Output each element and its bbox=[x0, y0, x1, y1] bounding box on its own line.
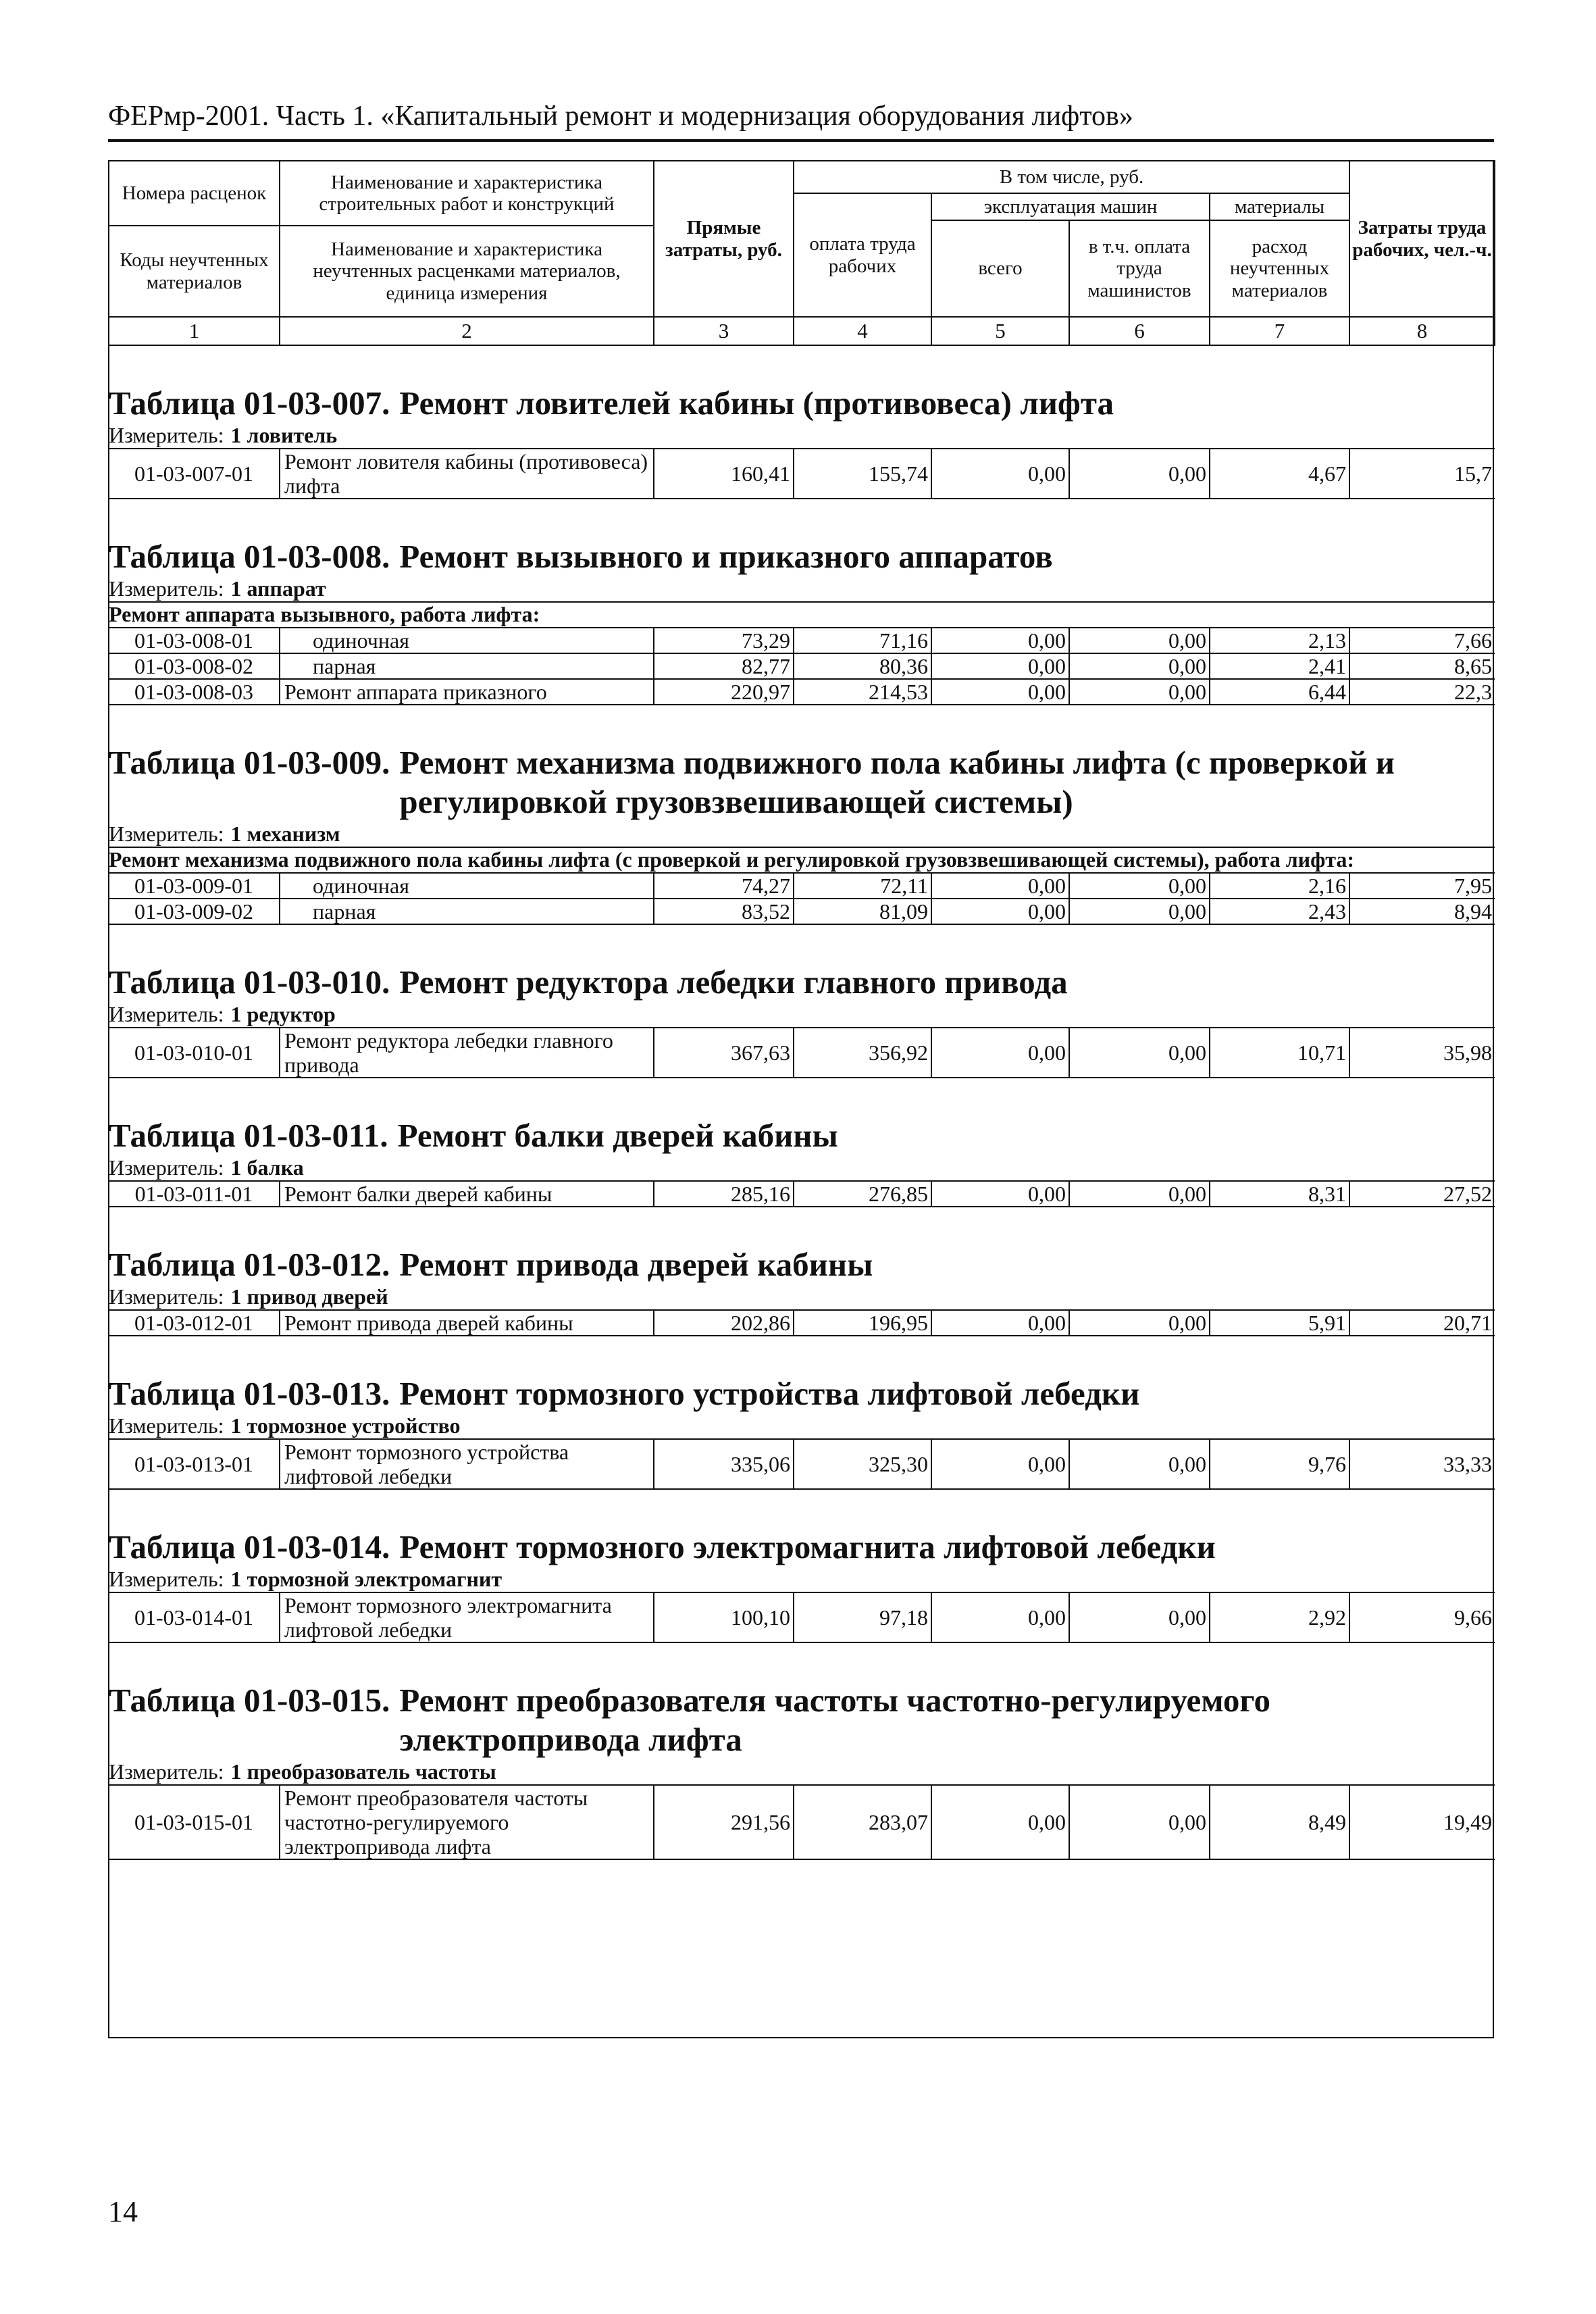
section-title bbox=[109, 963, 1495, 1002]
section-gap bbox=[109, 1336, 1495, 1374]
value-col-6: 0,00 bbox=[1069, 449, 1210, 499]
value-col-5: 0,00 bbox=[931, 1181, 1069, 1207]
measure-unit bbox=[109, 423, 1495, 449]
header-rule bbox=[108, 139, 1494, 142]
value-col-6: 0,00 bbox=[1069, 653, 1210, 679]
section-title-text: Ремонт привода дверей кабины bbox=[399, 1246, 873, 1284]
table-row bbox=[109, 1785, 1495, 1859]
col6-header: в т.ч. оплата труда машинистов bbox=[1069, 220, 1210, 317]
work-name: одиночная bbox=[280, 628, 654, 653]
section-title bbox=[109, 1681, 1495, 1759]
value-col-5: 0,00 bbox=[931, 899, 1069, 924]
measure-unit-value: 1 ловитель bbox=[230, 422, 338, 447]
value-col-6: 0,00 bbox=[1069, 1439, 1210, 1489]
value-col-7: 4,67 bbox=[1210, 449, 1349, 499]
value-col-4: 155,74 bbox=[794, 449, 931, 499]
section-title bbox=[109, 1116, 1495, 1155]
value-col-7: 2,13 bbox=[1210, 628, 1349, 653]
table-row bbox=[109, 679, 1495, 705]
value-col-6: 0,00 bbox=[1069, 1310, 1210, 1336]
work-name: Ремонт ловителя кабины (противовеса) лифта bbox=[280, 449, 654, 499]
running-head: ФЕРмр-2001. Часть 1. «Капитальный ремонт и модернизация оборудования лифтов» bbox=[108, 101, 1133, 132]
work-name: Ремонт балки дверей кабины bbox=[280, 1181, 654, 1207]
value-col-8: 22,3 bbox=[1349, 679, 1495, 705]
rate-code: 01-03-009-02 bbox=[109, 899, 280, 924]
section-title bbox=[109, 1528, 1495, 1567]
value-col-7: 2,16 bbox=[1210, 873, 1349, 899]
measure-unit-value: 1 редуктор bbox=[230, 1001, 336, 1026]
work-name: Ремонт привода дверей кабины bbox=[280, 1310, 654, 1336]
section-title-number: Таблица 01-03-014. bbox=[109, 1528, 390, 1566]
work-name: парная bbox=[280, 653, 654, 679]
value-col-7: 9,76 bbox=[1210, 1439, 1349, 1489]
section-gap bbox=[109, 1642, 1495, 1681]
work-name: Ремонт аппарата приказного bbox=[280, 679, 654, 705]
rate-code: 01-03-015-01 bbox=[109, 1785, 280, 1859]
measure-unit-value: 1 привод дверей bbox=[230, 1284, 388, 1309]
work-name: Ремонт тормозного устройства лифтовой лебедки bbox=[280, 1439, 654, 1489]
value-col-3: 74,27 bbox=[654, 873, 794, 899]
value-col-3: 82,77 bbox=[654, 653, 794, 679]
table-row bbox=[109, 1028, 1495, 1078]
value-col-6: 0,00 bbox=[1069, 1785, 1210, 1859]
section-title bbox=[109, 1374, 1495, 1413]
measure-unit bbox=[109, 1567, 1495, 1592]
work-name: Ремонт тормозного электромагнита лифтовой лебедки bbox=[280, 1592, 654, 1642]
value-col-3: 285,16 bbox=[654, 1181, 794, 1207]
section-title-number: Таблица 01-03-007. bbox=[109, 384, 390, 422]
section-title bbox=[109, 1245, 1495, 1284]
measure-unit bbox=[109, 1155, 1495, 1181]
table-row bbox=[109, 449, 1495, 499]
section-title-number: Таблица 01-03-013. bbox=[109, 1375, 390, 1413]
col3-header: Прямые затраты, руб. bbox=[654, 161, 794, 317]
section-gap bbox=[109, 924, 1495, 963]
value-col-5: 0,00 bbox=[931, 1310, 1069, 1336]
section-title-number: Таблица 01-03-009. bbox=[109, 744, 390, 782]
section-gap bbox=[109, 705, 1495, 743]
incl-header: В том числе, руб. bbox=[794, 161, 1349, 193]
price-table bbox=[108, 160, 1495, 1860]
section-title-number: Таблица 01-03-008. bbox=[109, 538, 390, 576]
section-title bbox=[109, 743, 1495, 822]
section-title-text: Ремонт балки дверей кабины bbox=[397, 1117, 838, 1155]
value-col-5: 0,00 bbox=[931, 679, 1069, 705]
value-col-3: 100,10 bbox=[654, 1592, 794, 1642]
value-col-8: 33,33 bbox=[1349, 1439, 1495, 1489]
measure-unit bbox=[109, 576, 1495, 602]
column-number-8: 8 bbox=[1349, 317, 1495, 345]
value-col-3: 220,97 bbox=[654, 679, 794, 705]
value-col-7: 6,44 bbox=[1210, 679, 1349, 705]
value-col-3: 291,56 bbox=[654, 1785, 794, 1859]
value-col-8: 35,98 bbox=[1349, 1028, 1495, 1078]
value-col-4: 214,53 bbox=[794, 679, 931, 705]
rate-code: 01-03-013-01 bbox=[109, 1439, 280, 1489]
value-col-3: 202,86 bbox=[654, 1310, 794, 1336]
value-col-3: 367,63 bbox=[654, 1028, 794, 1078]
rate-code: 01-03-008-01 bbox=[109, 628, 280, 653]
value-col-7: 8,49 bbox=[1210, 1785, 1349, 1859]
work-name: одиночная bbox=[280, 873, 654, 899]
value-col-8: 20,71 bbox=[1349, 1310, 1495, 1336]
section-gap bbox=[109, 1207, 1495, 1245]
rate-code: 01-03-010-01 bbox=[109, 1028, 280, 1078]
section-title-text: Ремонт тормозного устройства лифтовой лебедки bbox=[399, 1375, 1140, 1413]
value-col-4: 97,18 bbox=[794, 1592, 931, 1642]
value-col-4: 325,30 bbox=[794, 1439, 931, 1489]
rate-code: 01-03-008-02 bbox=[109, 653, 280, 679]
value-col-8: 7,66 bbox=[1349, 628, 1495, 653]
value-col-4: 71,16 bbox=[794, 628, 931, 653]
table-row bbox=[109, 899, 1495, 924]
rate-code: 01-03-009-01 bbox=[109, 873, 280, 899]
value-col-4: 356,92 bbox=[794, 1028, 931, 1078]
value-col-4: 72,11 bbox=[794, 873, 931, 899]
value-col-6: 0,00 bbox=[1069, 1181, 1210, 1207]
value-col-4: 80,36 bbox=[794, 653, 931, 679]
value-col-5: 0,00 bbox=[931, 628, 1069, 653]
value-col-6: 0,00 bbox=[1069, 1028, 1210, 1078]
value-col-5: 0,00 bbox=[931, 1785, 1069, 1859]
table-row bbox=[109, 873, 1495, 899]
measure-unit-value: 1 тормозной электромагнит bbox=[230, 1567, 503, 1591]
value-col-8: 8,94 bbox=[1349, 899, 1495, 924]
value-col-7: 10,71 bbox=[1210, 1028, 1349, 1078]
column-number-4: 4 bbox=[794, 317, 931, 345]
section-title-number: Таблица 01-03-011. bbox=[109, 1117, 388, 1155]
table-row bbox=[109, 1310, 1495, 1336]
measure-unit-label: Измеритель: bbox=[109, 1155, 224, 1180]
work-name: Ремонт редуктора лебедки главного привода bbox=[280, 1028, 654, 1078]
value-col-7: 2,41 bbox=[1210, 653, 1349, 679]
value-col-7: 8,31 bbox=[1210, 1181, 1349, 1207]
col5-header: всего bbox=[931, 220, 1069, 317]
col1-bottom-header: Коды неучтенных материалов bbox=[109, 226, 280, 317]
value-col-8: 19,49 bbox=[1349, 1785, 1495, 1859]
group-heading: Ремонт аппарата вызывного, работа лифта: bbox=[109, 602, 1495, 628]
value-col-5: 0,00 bbox=[931, 653, 1069, 679]
value-col-8: 9,66 bbox=[1349, 1592, 1495, 1642]
table-row bbox=[109, 1181, 1495, 1207]
measure-unit bbox=[109, 1759, 1495, 1785]
col2-top-header: Наименование и характеристика строительных работ и конструкций bbox=[280, 161, 654, 226]
section-title-number: Таблица 01-03-010. bbox=[109, 963, 390, 1001]
value-col-8: 8,65 bbox=[1349, 653, 1495, 679]
value-col-6: 0,00 bbox=[1069, 899, 1210, 924]
value-col-5: 0,00 bbox=[931, 1028, 1069, 1078]
value-col-5: 0,00 bbox=[931, 449, 1069, 499]
value-col-7: 2,92 bbox=[1210, 1592, 1349, 1642]
col8-header: Затраты труда рабочих, чел.-ч. bbox=[1349, 161, 1495, 317]
value-col-6: 0,00 bbox=[1069, 873, 1210, 899]
section-title bbox=[109, 384, 1495, 423]
measure-unit bbox=[109, 1002, 1495, 1028]
section-title-text: Ремонт преобразователя частоты частотно-регулируемого электропривода лифта bbox=[399, 1682, 1270, 1759]
table-row bbox=[109, 628, 1495, 653]
value-col-3: 335,06 bbox=[654, 1439, 794, 1489]
value-col-3: 73,29 bbox=[654, 628, 794, 653]
col2-bottom-header: Наименование и характеристика неучтенных расценками материалов, единица измерения bbox=[280, 226, 654, 317]
column-number-5: 5 bbox=[931, 317, 1069, 345]
measure-unit-label: Измеритель: bbox=[109, 821, 224, 846]
section-title-text: Ремонт ловителей кабины (противовеса) лифта bbox=[399, 384, 1114, 422]
value-col-4: 283,07 bbox=[794, 1785, 931, 1859]
value-col-8: 27,52 bbox=[1349, 1181, 1495, 1207]
column-number-2: 2 bbox=[280, 317, 654, 345]
measure-unit-value: 1 балка bbox=[230, 1155, 304, 1180]
section-title-text: Ремонт тормозного электромагнита лифтовой лебедки bbox=[399, 1528, 1216, 1566]
section-title-text: Ремонт механизма подвижного пола кабины лифта (с проверкой и регулировкой грузовзвешивающей системы) bbox=[399, 744, 1395, 821]
value-col-4: 81,09 bbox=[794, 899, 931, 924]
measure-unit-value: 1 аппарат bbox=[230, 576, 326, 601]
value-col-4: 196,95 bbox=[794, 1310, 931, 1336]
value-col-5: 0,00 bbox=[931, 873, 1069, 899]
measure-unit-label: Измеритель: bbox=[109, 1001, 224, 1026]
materials-header: материалы bbox=[1210, 193, 1349, 220]
measure-unit bbox=[109, 822, 1495, 847]
measure-unit-value: 1 преобразователь частоты bbox=[230, 1759, 496, 1784]
rate-code: 01-03-014-01 bbox=[109, 1592, 280, 1642]
section-title-number: Таблица 01-03-015. bbox=[109, 1682, 390, 1719]
section-gap bbox=[109, 1489, 1495, 1528]
value-col-6: 0,00 bbox=[1069, 1592, 1210, 1642]
column-number-1: 1 bbox=[109, 317, 280, 345]
rate-code: 01-03-007-01 bbox=[109, 449, 280, 499]
work-name: парная bbox=[280, 899, 654, 924]
section-title-text: Ремонт редуктора лебедки главного привода bbox=[399, 963, 1068, 1001]
section-gap bbox=[109, 1078, 1495, 1116]
value-col-3: 160,41 bbox=[654, 449, 794, 499]
section-title bbox=[109, 537, 1495, 576]
value-col-8: 15,7 bbox=[1349, 449, 1495, 499]
measure-unit bbox=[109, 1413, 1495, 1439]
table-row bbox=[109, 653, 1495, 679]
col1-top-header: Номера расценок bbox=[109, 161, 280, 226]
column-number-6: 6 bbox=[1069, 317, 1210, 345]
col4-header: оплата труда рабочих bbox=[794, 193, 931, 317]
measure-unit-label: Измеритель: bbox=[109, 576, 224, 601]
value-col-7: 2,43 bbox=[1210, 899, 1349, 924]
measure-unit-label: Измеритель: bbox=[109, 1759, 224, 1784]
value-col-5: 0,00 bbox=[931, 1592, 1069, 1642]
measure-unit-value: 1 тормозное устройство bbox=[230, 1413, 461, 1438]
col7-header: расход неучтенных материалов bbox=[1210, 220, 1349, 317]
rate-code: 01-03-012-01 bbox=[109, 1310, 280, 1336]
measure-unit-label: Измеритель: bbox=[109, 1567, 224, 1591]
machines-header: эксплуатация машин bbox=[931, 193, 1210, 220]
value-col-7: 5,91 bbox=[1210, 1310, 1349, 1336]
measure-unit-label: Измеритель: bbox=[109, 422, 224, 447]
rate-code: 01-03-008-03 bbox=[109, 679, 280, 705]
rate-code: 01-03-011-01 bbox=[109, 1181, 280, 1207]
group-heading: Ремонт механизма подвижного пола кабины лифта (с проверкой и регулировкой грузовзвешивающей системы), работа лифта: bbox=[109, 847, 1495, 873]
section-gap bbox=[109, 345, 1495, 384]
value-col-5: 0,00 bbox=[931, 1439, 1069, 1489]
value-col-4: 276,85 bbox=[794, 1181, 931, 1207]
page-number: 14 bbox=[108, 2195, 138, 2228]
value-col-6: 0,00 bbox=[1069, 679, 1210, 705]
section-title-number: Таблица 01-03-012. bbox=[109, 1246, 390, 1284]
measure-unit-label: Измеритель: bbox=[109, 1284, 224, 1309]
work-name: Ремонт преобразователя частоты частотно-регулируемого электропривода лифта bbox=[280, 1785, 654, 1859]
table-row bbox=[109, 1439, 1495, 1489]
measure-unit-value: 1 механизм bbox=[230, 821, 340, 846]
column-number-3: 3 bbox=[654, 317, 794, 345]
measure-unit bbox=[109, 1284, 1495, 1310]
table-row bbox=[109, 1592, 1495, 1642]
value-col-8: 7,95 bbox=[1349, 873, 1495, 899]
value-col-3: 83,52 bbox=[654, 899, 794, 924]
section-title-text: Ремонт вызывного и приказного аппаратов bbox=[399, 538, 1053, 576]
section-gap bbox=[109, 499, 1495, 537]
measure-unit-label: Измеритель: bbox=[109, 1413, 224, 1438]
value-col-6: 0,00 bbox=[1069, 628, 1210, 653]
column-number-7: 7 bbox=[1210, 317, 1349, 345]
